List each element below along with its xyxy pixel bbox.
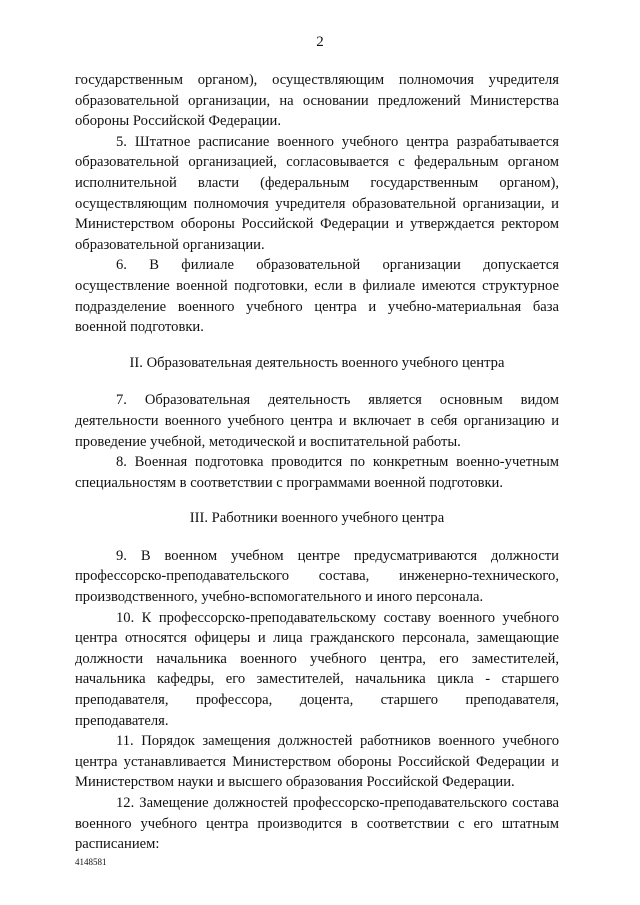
paragraph-12: 12. Замещение должностей профессорско-преподавательского состава военного учебного центра производится в соответствии с его штатным расписанием:: [75, 795, 559, 853]
section-3-heading: III. Работники военного учебного центра: [189, 510, 445, 527]
paragraph-8: 8. Военная подготовка проводится по конкретным военно-учетным специальностям в соответствии с программами военной подготовки.: [75, 454, 559, 491]
paragraph-5: 5. Штатное расписание военного учебного центра разрабатывается образовательной организацией, согласовывается с федеральным органом исполнительной власти (федеральным государственным органом), осуществляющим полномочия учредителя образовательной организации, и Министерством обороны Российской Федерации и утверждается ректором образовательной организации.: [75, 133, 559, 253]
paragraph-continuation: государственным органом), осуществляющим полномочия учредителя образовательной организации, на основании предложений Министерства обороны Российской Федерации.: [75, 72, 559, 130]
page-number: 2: [316, 34, 324, 50]
paragraph-7: 7. Образовательная деятельность является основным видом деятельности военного учебного центра и включает в себя организацию и проведение учебной, методической и воспитательной работы.: [75, 392, 559, 450]
paragraph-6: 6. В филиале образовательной организации допускается осуществление военной подготовки, если в филиале имеются структурное подразделение военного учебного центра и учебно-материальная база военной подготовки.: [75, 257, 559, 336]
paragraph-10: 10. К профессорско-преподавательскому составу военного учебного центра относятся офицеры и лица гражданского персонала, замещающие должности начальника военного учебного центра, его заместителей, начальника кафедры, его заместителей, начальника цикла - старшего преподавателя, профессора, доцента, старшего преподавателя, преподавателя.: [75, 609, 559, 729]
paragraph-9: 9. В военном учебном центре предусматриваются должности профессорско-преподавательского состава, инженерно-технического, производственного, учебно-вспомогательного и иного персонала.: [75, 547, 559, 606]
document-body: [75, 70, 559, 855]
document-code: 4148581: [75, 857, 107, 867]
paragraph-11: 11. Порядок замещения должностей работников военного учебного центра устанавливается Министерством обороны Российской Федерации и Министерством науки и высшего образования Российской Федерации.: [75, 733, 559, 791]
section-2-heading: II. Образовательная деятельность военного учебного центра: [129, 354, 505, 371]
